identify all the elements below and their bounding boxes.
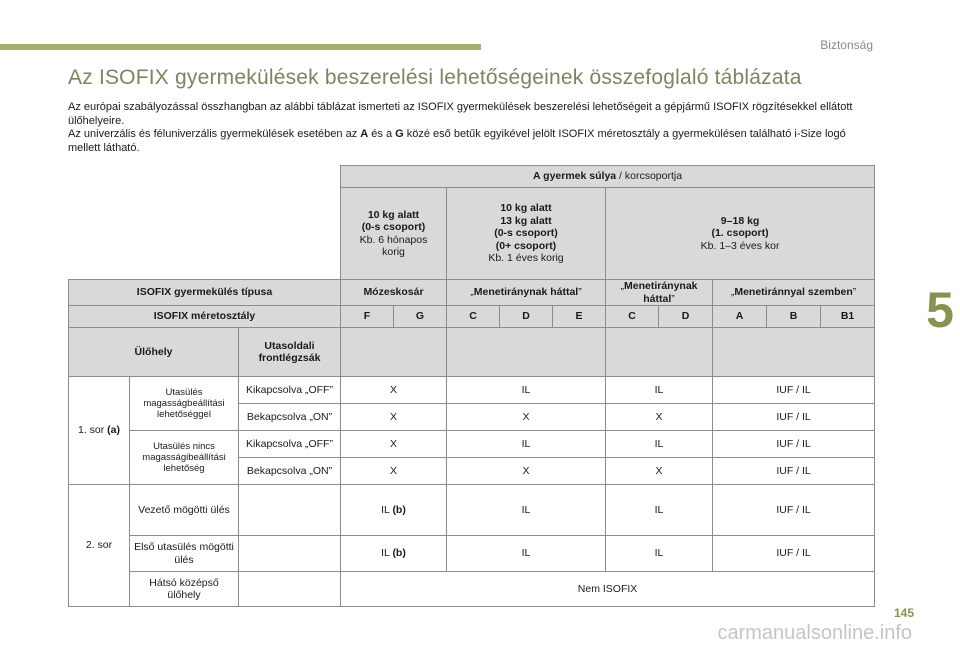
value-cell: IL bbox=[447, 431, 606, 458]
value-cell: IL (b) bbox=[341, 536, 447, 572]
group-0-header: 10 kg alatt (0-s csoport) Kb. 6 hónapos korig bbox=[341, 188, 447, 280]
intro-text-part: Az univerzális és féluniverzális gyermekülések esetében az bbox=[68, 128, 361, 140]
value-cell: IUF / IL bbox=[713, 431, 875, 458]
weight-header: A gyermek súlya / korcsoportja bbox=[341, 166, 875, 188]
value-cell: IL bbox=[606, 377, 713, 404]
size-label: ISOFIX méretosztály bbox=[69, 306, 341, 328]
isofix-table bbox=[68, 165, 875, 607]
group-0plus-header: 10 kg alatt 13 kg alatt (0-s csoport) (0+ csoport) Kb. 1 éves korig bbox=[447, 188, 606, 280]
row-1-label: 1. sor (a) bbox=[69, 377, 130, 485]
value-cell: IUF / IL bbox=[713, 404, 875, 431]
type-rear-facing-2: „Menetiránynak háttal” bbox=[606, 280, 713, 306]
value-cell: X bbox=[606, 404, 713, 431]
value-cell: IL bbox=[447, 377, 606, 404]
intro-text-part: közé eső betűk egyikével jelölt ISOFIX méretosztály a gyermekülésen található i-Size logó mellett látható. bbox=[68, 128, 846, 154]
value-cell: X bbox=[447, 404, 606, 431]
row-1-adjustable-seat: Utasülés magasságbeállítási lehetőséggel bbox=[130, 377, 239, 431]
airbag-off: Kikapcsolva „OFF” bbox=[239, 377, 341, 404]
size-cell: C bbox=[606, 306, 659, 328]
size-cell: E bbox=[553, 306, 606, 328]
value-cell: X bbox=[606, 458, 713, 485]
type-rear-facing-1: „Menetiránynak háttal” bbox=[447, 280, 606, 306]
airbag-on: Bekapcsolva „ON” bbox=[239, 458, 341, 485]
size-cell: D bbox=[659, 306, 713, 328]
rear-middle-seat: Hátsó középső ülőhely bbox=[130, 572, 239, 607]
value-cell: IL bbox=[606, 536, 713, 572]
watermark: carmanualsonline.info bbox=[717, 622, 912, 644]
row-1-fixed-seat: Utasülés nincs magasságibeállítási lehetőség bbox=[130, 431, 239, 485]
airbag-label: Utasoldali frontlégzsák bbox=[239, 328, 341, 377]
airbag-off: Kikapcsolva „OFF” bbox=[239, 431, 341, 458]
size-cell: B bbox=[767, 306, 821, 328]
intro-text-part: és a bbox=[368, 128, 396, 140]
type-forward-facing: „Menetiránnyal szemben” bbox=[713, 280, 875, 306]
group-1-header: 9–18 kg (1. csoport) Kb. 1–3 éves kor bbox=[606, 188, 875, 280]
value-cell: IL (b) bbox=[341, 485, 447, 536]
top-accent-bar bbox=[0, 44, 481, 50]
type-label: ISOFIX gyermekülés típusa bbox=[69, 280, 341, 306]
seat-behind-passenger: Első utasülés mögötti ülés bbox=[130, 536, 239, 572]
seat-label: Ülőhely bbox=[69, 328, 239, 377]
type-mozeskosar: Mózeskosár bbox=[341, 280, 447, 306]
value-cell: X bbox=[341, 404, 447, 431]
intro-paragraph-1: Az európai szabályozással összhangban az alábbi táblázat ismerteti az ISOFIX gyermekülések beszerelési lehetőségeit a gépjármű ISOFIX rögzítésekkel ellátott ülőhelyeire. bbox=[68, 101, 853, 127]
intro-paragraph-2 bbox=[68, 128, 868, 155]
page-title: Az ISOFIX gyermekülések beszerelési lehetőségeinek összefoglaló táblázata bbox=[68, 66, 802, 89]
value-cell: IUF / IL bbox=[713, 536, 875, 572]
value-cell: IL bbox=[447, 485, 606, 536]
letter-g: G bbox=[395, 128, 404, 140]
not-isofix: Nem ISOFIX bbox=[341, 572, 875, 607]
page-number: 145 bbox=[893, 606, 914, 620]
size-cell: G bbox=[394, 306, 447, 328]
airbag-on: Bekapcsolva „ON” bbox=[239, 404, 341, 431]
value-cell: X bbox=[341, 431, 447, 458]
value-cell: X bbox=[447, 458, 606, 485]
value-cell: IUF / IL bbox=[713, 485, 875, 536]
value-cell: X bbox=[341, 458, 447, 485]
value-cell: X bbox=[341, 377, 447, 404]
intro-text bbox=[68, 101, 868, 155]
seat-behind-driver: Vezető mögötti ülés bbox=[130, 485, 239, 536]
value-cell: IL bbox=[447, 536, 606, 572]
value-cell: IUF / IL bbox=[713, 458, 875, 485]
row-2-label: 2. sor bbox=[69, 485, 130, 607]
value-cell: IUF / IL bbox=[713, 377, 875, 404]
size-cell: B1 bbox=[821, 306, 875, 328]
size-cell: F bbox=[341, 306, 394, 328]
letter-a: A bbox=[360, 128, 369, 140]
value-cell: IL bbox=[606, 485, 713, 536]
size-cell: C bbox=[447, 306, 500, 328]
size-cell: A bbox=[713, 306, 767, 328]
section-label: Biztonság bbox=[820, 38, 873, 52]
chapter-number: 5 bbox=[926, 282, 954, 338]
value-cell: IL bbox=[606, 431, 713, 458]
size-cell: D bbox=[500, 306, 553, 328]
